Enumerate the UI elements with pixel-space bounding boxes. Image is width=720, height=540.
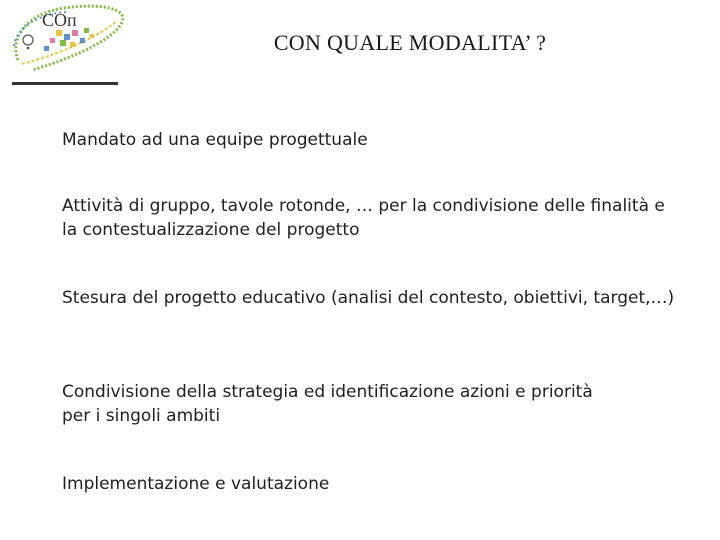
list-item: Condivisione della strategia ed identificazione azioni e priorità per i singoli ambiti — [62, 382, 593, 426]
logo-graphic — [4, 0, 128, 90]
list-item: Stesura del progetto educativo (analisi del contesto, obiettivi, target,…) — [62, 288, 675, 308]
logo-text: COп — [42, 10, 77, 30]
logo — [4, 0, 128, 90]
list-item: Implementazione e valutazione — [62, 474, 330, 494]
list-item: Mandato ad una equipe progettuale — [62, 130, 368, 150]
list-item: Attività di gruppo, tavole rotonde, … per la condivisione delle finalità e la contestualizzazione del progetto — [62, 196, 665, 240]
page-title: CON QUALE MODALITA’ ? — [273, 30, 547, 55]
